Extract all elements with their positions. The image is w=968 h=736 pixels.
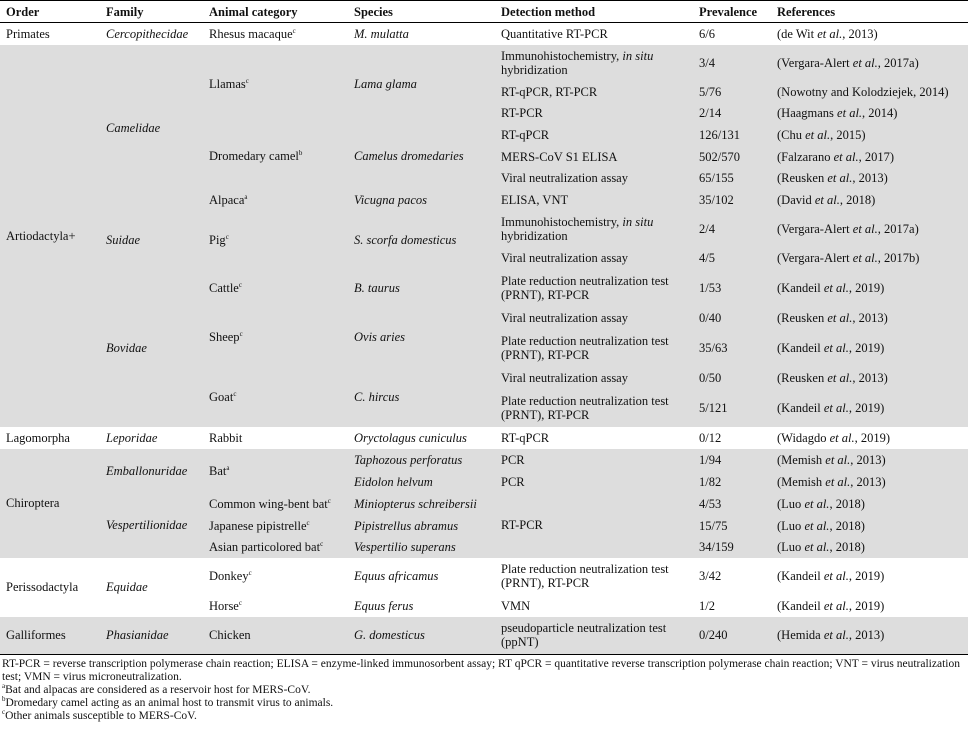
species-cell: Vicugna pacos <box>348 189 495 211</box>
family-cell: Emballonuridae <box>100 449 203 493</box>
header-references: References <box>771 1 968 23</box>
group-chiroptera <box>0 449 968 558</box>
reference-cell: (Falzarano et al., 2017) <box>771 146 968 168</box>
footnote-c: $^c$Other animals susceptible to MERS-CoV. <box>2 707 197 722</box>
method-cell: Plate reduction neutralization test (PRNT), RT-PCR <box>495 558 693 595</box>
species-cell: Equus ferus <box>348 595 495 617</box>
prevalence-cell: 0/40 <box>693 307 771 329</box>
header-order: Order <box>0 1 100 23</box>
method-cell: Quantitative RT-PCR <box>495 23 693 45</box>
animal-cell: Goat$^c$ <box>203 367 348 427</box>
header-animal-category: Animal category <box>203 1 348 23</box>
species-cell: C. hircus <box>348 367 495 427</box>
reference-cell: (Luo et al., 2018) <box>771 515 968 537</box>
reference-cell: (Luo et al., 2018) <box>771 537 968 558</box>
animal-cell: Bat$^a$ <box>203 449 348 493</box>
order-cell: Galliformes <box>0 617 100 654</box>
table-row <box>0 427 968 449</box>
header-prevalence: Prevalence <box>693 1 771 23</box>
prevalence-cell: 502/570 <box>693 146 771 168</box>
footnote-a: $^a$Bat and alpacas are considered as a reservoir host for MERS-CoV. <box>2 681 311 696</box>
method-cell: pseudoparticle neutralization test (ppNT) <box>495 617 693 654</box>
reference-cell: (David et al., 2018) <box>771 189 968 211</box>
species-cell: G. domesticus <box>348 617 495 654</box>
reference-cell: (Nowotny and Kolodziejek, 2014) <box>771 81 968 103</box>
prevalence-cell: 3/42 <box>693 558 771 595</box>
prevalence-cell: 65/155 <box>693 168 771 189</box>
method-cell: PCR <box>495 471 693 493</box>
prevalence-cell: 34/159 <box>693 537 771 558</box>
family-cell: Suidae <box>100 211 203 269</box>
method-cell: Plate reduction neutralization test (PRNT), RT-PCR <box>495 329 693 367</box>
species-cell: S. scorfa domesticus <box>348 211 495 269</box>
table-row <box>0 269 968 307</box>
animal-cell: Pig$^c$ <box>203 211 348 269</box>
family-cell: Equidae <box>100 558 203 617</box>
prevalence-cell: 1/53 <box>693 269 771 307</box>
method-cell: RT-PCR <box>495 493 693 558</box>
group-lagomorpha <box>0 427 968 449</box>
prevalence-cell: 1/94 <box>693 449 771 471</box>
prevalence-cell: 0/240 <box>693 617 771 654</box>
order-cell: Chiroptera <box>0 449 100 558</box>
animal-cell: Donkey$^c$ <box>203 558 348 595</box>
table-row <box>0 493 968 515</box>
animal-cell: Asian particolored bat$^c$ <box>203 537 348 558</box>
group-galliformes <box>0 617 968 654</box>
method-cell: RT-qPCR <box>495 124 693 146</box>
prevalence-cell: 5/121 <box>693 389 771 427</box>
family-cell: Bovidae <box>100 269 203 427</box>
prevalence-cell: 15/75 <box>693 515 771 537</box>
header-detection-method: Detection method <box>495 1 693 23</box>
reference-cell: (Memish et al., 2013) <box>771 449 968 471</box>
table-footnotes <box>0 654 968 723</box>
prevalence-cell: 4/53 <box>693 493 771 515</box>
family-cell: Camelidae <box>100 45 203 211</box>
order-cell: Perissodactyla <box>0 558 100 617</box>
species-cell: M. mulatta <box>348 23 495 45</box>
animal-cell: Rhesus macaque$^c$ <box>203 23 348 45</box>
header-row <box>0 1 968 23</box>
animal-cell: Japanese pipistrelle$^c$ <box>203 515 348 537</box>
table-row <box>0 449 968 471</box>
species-cell: Eidolon helvum <box>348 471 495 493</box>
method-cell: RT-qPCR <box>495 427 693 449</box>
animal-cell: Dromedary camel$^b$ <box>203 124 348 189</box>
reference-cell: (Kandeil et al., 2019) <box>771 329 968 367</box>
prevalence-cell: 1/82 <box>693 471 771 493</box>
group-primates <box>0 23 968 45</box>
family-cell: Leporidae <box>100 427 203 449</box>
order-cell: Artiodactyla+ <box>0 45 100 427</box>
reference-cell: (Reusken et al., 2013) <box>771 367 968 389</box>
reference-cell: (Kandeil et al., 2019) <box>771 595 968 617</box>
prevalence-cell: 0/50 <box>693 367 771 389</box>
method-cell: Plate reduction neutralization test (PRNT), RT-PCR <box>495 269 693 307</box>
species-cell: Lama glama <box>348 45 495 124</box>
reference-cell: (Vergara-Alert et al., 2017a) <box>771 211 968 247</box>
prevalence-cell: 35/102 <box>693 189 771 211</box>
table-row <box>0 211 968 247</box>
method-cell: Viral neutralization assay <box>495 367 693 389</box>
footnote-b: $^b$Dromedary camel acting as an animal host to transmit virus to animals. <box>2 694 334 709</box>
prevalence-cell: 126/131 <box>693 124 771 146</box>
reference-cell: (Kandeil et al., 2019) <box>771 269 968 307</box>
prevalence-cell: 3/4 <box>693 45 771 81</box>
order-cell: Lagomorpha <box>0 427 100 449</box>
table-row <box>0 45 968 81</box>
family-cell: Cercopithecidae <box>100 23 203 45</box>
prevalence-cell: 2/4 <box>693 211 771 247</box>
reference-cell: (Reusken et al., 2013) <box>771 168 968 189</box>
family-cell: Phasianidae <box>100 617 203 654</box>
method-cell: MERS-CoV S1 ELISA <box>495 146 693 168</box>
method-cell: VMN <box>495 595 693 617</box>
method-cell: Plate reduction neutralization test (PRNT), RT-PCR <box>495 389 693 427</box>
animal-cell: Horse$^c$ <box>203 595 348 617</box>
species-cell: Miniopterus schreibersii <box>348 493 495 515</box>
order-cell: Primates <box>0 23 100 45</box>
reference-cell: (Widagdo et al., 2019) <box>771 427 968 449</box>
animal-cell: Llamas$^c$ <box>203 45 348 124</box>
method-cell: ELISA, VNT <box>495 189 693 211</box>
abbreviation-note: RT-PCR = reverse transcription polymerase chain reaction; ELISA = enzyme-linked immunosorbent assay; RT qPCR = quantitative reverse transcription polymerase chain reaction; VNT = virus neutralization test; VMN = virus microneutralization. <box>2 657 960 683</box>
species-cell: Oryctolagus cuniculus <box>348 427 495 449</box>
method-cell: Viral neutralization assay <box>495 168 693 189</box>
animal-cell: Cattle$^c$ <box>203 269 348 307</box>
family-cell: Vespertilionidae <box>100 493 203 558</box>
method-cell: Viral neutralization assay <box>495 307 693 329</box>
reference-cell: (Memish et al., 2013) <box>771 471 968 493</box>
method-cell: Immunohistochemistry, in situ hybridization <box>495 211 693 247</box>
reference-cell: (Kandeil et al., 2019) <box>771 558 968 595</box>
prevalence-cell: 35/63 <box>693 329 771 367</box>
header-species: Species <box>348 1 495 23</box>
table-row <box>0 558 968 595</box>
animal-cell: Alpaca$^a$ <box>203 189 348 211</box>
prevalence-cell: 5/76 <box>693 81 771 103</box>
reference-cell: (Luo et al., 2018) <box>771 493 968 515</box>
species-cell: Camelus dromedaries <box>348 124 495 189</box>
species-cell: Pipistrellus abramus <box>348 515 495 537</box>
method-cell: RT-qPCR, RT-PCR <box>495 81 693 103</box>
reference-cell: (Chu et al., 2015) <box>771 124 968 146</box>
prevalence-cell: 0/12 <box>693 427 771 449</box>
prevalence-cell: 2/14 <box>693 103 771 124</box>
table-row <box>0 23 968 45</box>
reference-cell: (de Wit et al., 2013) <box>771 23 968 45</box>
reference-cell: (Reusken et al., 2013) <box>771 307 968 329</box>
reference-cell: (Vergara-Alert et al., 2017b) <box>771 247 968 269</box>
method-cell: RT-PCR <box>495 103 693 124</box>
reference-cell: (Hemida et al., 2013) <box>771 617 968 654</box>
method-cell: PCR <box>495 449 693 471</box>
reference-cell: (Vergara-Alert et al., 2017a) <box>771 45 968 81</box>
group-perissodactyla <box>0 558 968 617</box>
prevalence-cell: 6/6 <box>693 23 771 45</box>
reference-cell: (Haagmans et al., 2014) <box>771 103 968 124</box>
animal-cell: Sheep$^c$ <box>203 307 348 367</box>
species-cell: Vespertilio superans <box>348 537 495 558</box>
method-cell: Viral neutralization assay <box>495 247 693 269</box>
animal-cell: Rabbit <box>203 427 348 449</box>
species-cell: B. taurus <box>348 269 495 307</box>
prevalence-cell: 1/2 <box>693 595 771 617</box>
species-cell: Equus africamus <box>348 558 495 595</box>
method-cell: Immunohistochemistry, in situ hybridization <box>495 45 693 81</box>
table-row <box>0 617 968 654</box>
reference-cell: (Kandeil et al., 2019) <box>771 389 968 427</box>
animal-cell: Common wing-bent bat$^c$ <box>203 493 348 515</box>
header-family: Family <box>100 1 203 23</box>
species-cell: Ovis aries <box>348 307 495 367</box>
animal-cell: Chicken <box>203 617 348 654</box>
species-cell: Taphozous perforatus <box>348 449 495 471</box>
group-artiodactyla <box>0 45 968 427</box>
prevalence-cell: 4/5 <box>693 247 771 269</box>
